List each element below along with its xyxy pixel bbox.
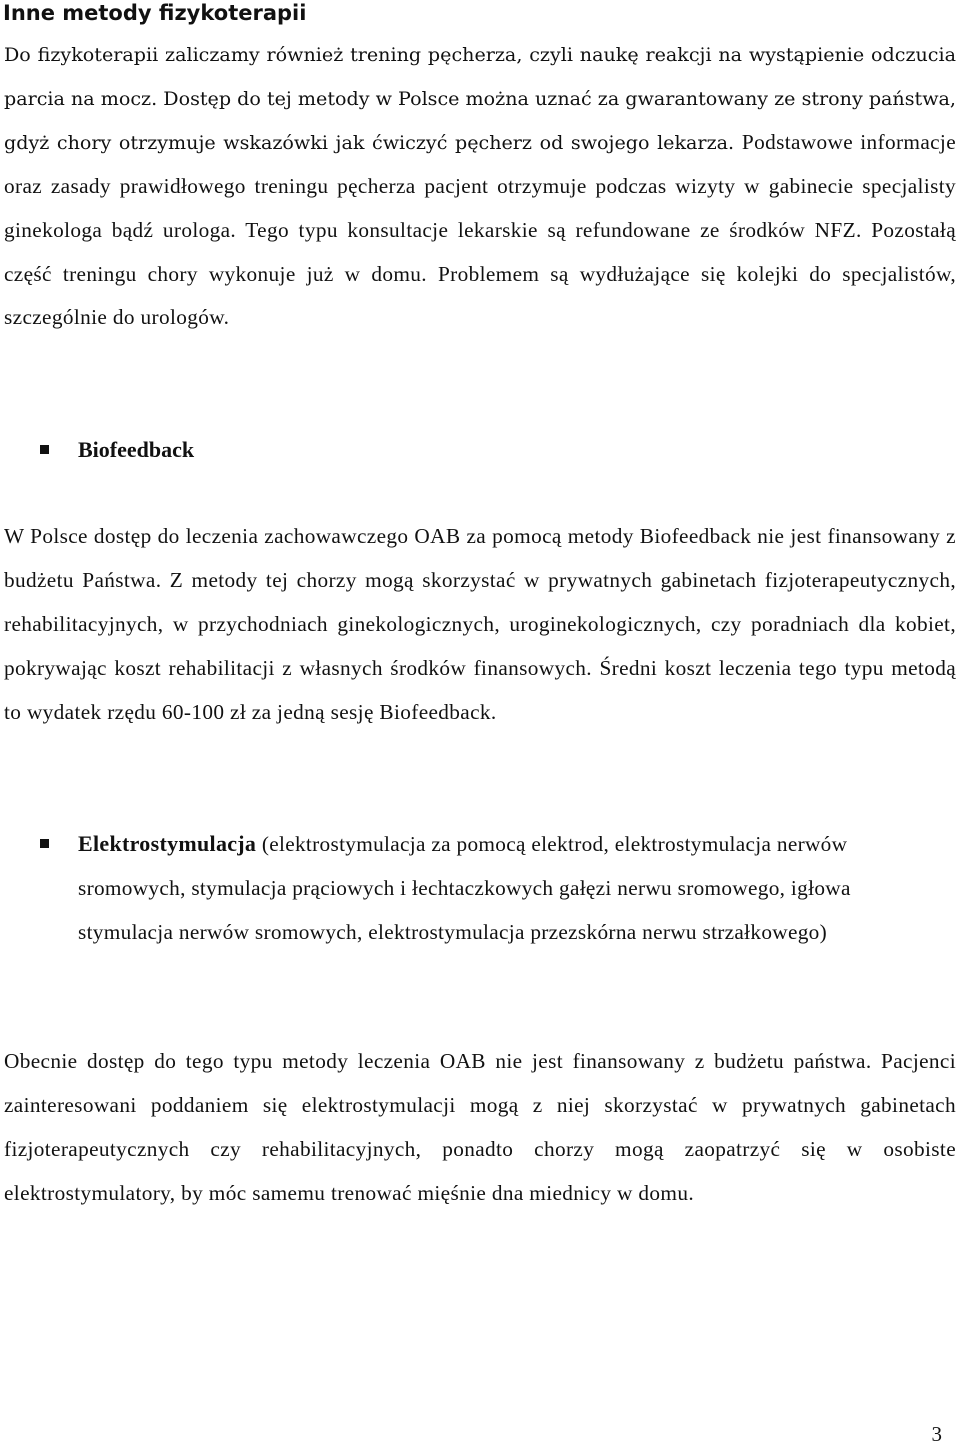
square-bullet-icon <box>40 839 49 848</box>
bullet-biofeedback-title: Biofeedback <box>78 437 195 462</box>
bullet-elektrostymulacja-description: (elektrostymulacja za pomocą elektrod, elektrostymulacja nerwów sromowych, stymulacja prąciowych i łechtaczkowych gałęzi nerwu sromowego, igłowa stymulacja nerwów sromowych, elektrostymulacja przezskórna nerwu strzałkowego) <box>78 832 851 944</box>
paragraph-biofeedback: W Polsce dostęp do leczenia zachowawczego OAB za pomocą metody Biofeedback nie jest finansowany z budżetu Państwa. Z metody tej chorzy mogą skorzystać w prywatnych gabinetach fizjoterapeutycznych, rehabilitacyjnych, w przychodniach ginekologicznych, uroginekologicznych, czy poradniach dla kobiet, pokrywając koszt rehabilitacji z własnych środków finansowych. Średni koszt leczenia tego typu metodą to wydatek rzędu 60-100 zł za jedną sesję Biofeedback. <box>4 524 956 724</box>
paragraph-bladder-training-details: Podstawowe informacje oraz zasady prawidłowego treningu pęcherza pacjent otrzymuje podczas wizyty w gabinecie specjalisty ginekologa bądź urologa. Tego typu konsultacje lekarskie są refundowane ze środków NFZ. Pozostałą część treningu chory wykonuje już w domu. Problemem są wydłużające się kolejki do specjalistów, szczególnie do urologów. <box>4 129 956 330</box>
page-number: 3 <box>931 1422 942 1446</box>
bullet-elektrostymulacja-title: Elektrostymulacja <box>78 831 257 856</box>
paragraph-bladder-training <box>4 33 956 340</box>
paragraph-elektrostymulacja: Obecnie dostęp do tego typu metody leczenia OAB nie jest finansowany z budżetu państwa. Pacjenci zainteresowani poddaniem się elektrostymulacji mogą z niej skorzystać w prywatnych gabinetach fizjoterapeutycznych czy rehabilitacyjnych, ponadto chorzy mogą zaopatrzyć się w osobiste elektrostymulatory, by móc samemu trenować mięśnie dna miednicy w domu. <box>4 1049 956 1205</box>
bullet-elektrostymulacja-text <box>78 822 898 955</box>
section-heading: Inne metody fizykoterapii <box>3 1 307 25</box>
square-bullet-icon <box>40 445 49 454</box>
paragraph-bladder-training-intro: Do fizykoterapii zaliczamy również trening pęcherza, czyli naukę reakcji na wystąpienie odczucia parcia na mocz. Dostęp do tej metody w Polsce można uznać za gwarantowany ze strony państwa, gdyż chory otrzymuje wskazówki jak ćwiczyć pęcherz od swojego lekarza. <box>4 43 956 154</box>
